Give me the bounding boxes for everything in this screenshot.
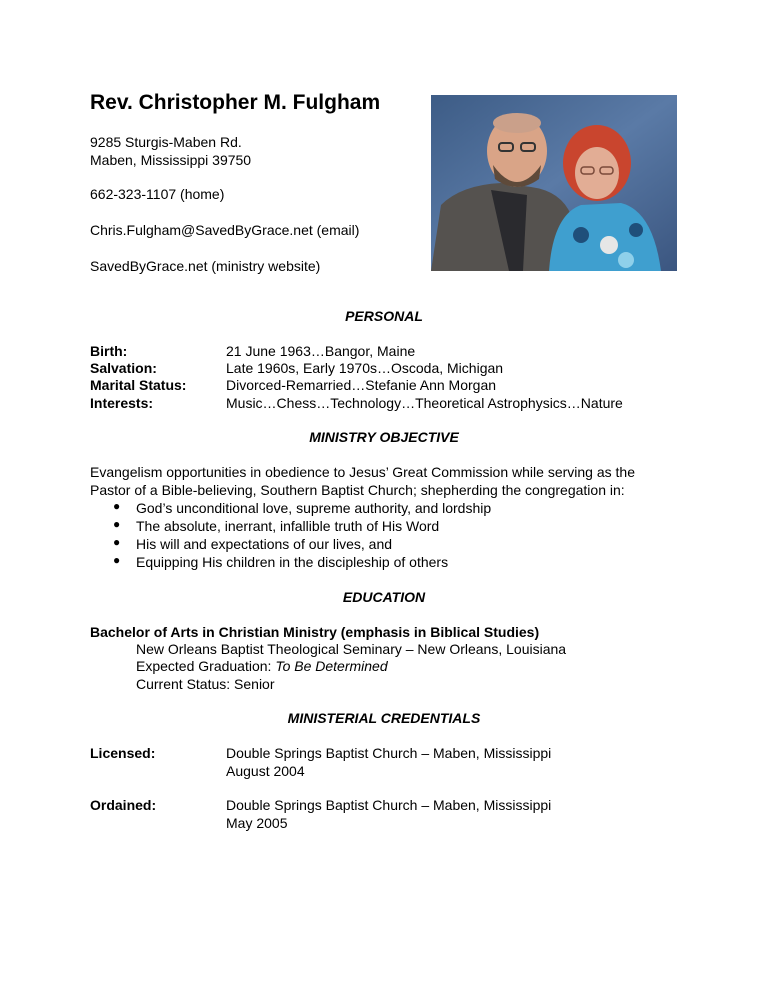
- graduation-label: Expected Graduation:: [136, 658, 276, 674]
- address-line-2: Maben, Mississippi 39750: [90, 152, 252, 168]
- education-status: Current Status: Senior: [136, 676, 275, 692]
- graduation-value: To Be Determined: [275, 658, 388, 674]
- education-degree: Bachelor of Arts in Christian Ministry (emphasis in Biblical Studies): [90, 624, 540, 640]
- portrait-photo: [431, 95, 677, 271]
- personal-label-salvation: Salvation:: [90, 360, 157, 376]
- credential-ordained-church: Double Springs Baptist Church – Maben, Mississippi: [226, 797, 552, 813]
- section-heading-ministry-objective: MINISTRY OBJECTIVE: [309, 429, 459, 445]
- personal-value-birth: 21 June 1963…Bangor, Maine: [226, 343, 416, 359]
- section-heading-education: EDUCATION: [342, 589, 426, 605]
- credential-label-ordained: Ordained:: [90, 797, 157, 813]
- bullet-icon: ●: [113, 499, 121, 513]
- objective-bullet-item: The absolute, inerrant, infallible truth of His Word: [136, 518, 440, 534]
- email-address: Chris.Fulgham@SavedByGrace.net (email): [90, 222, 360, 238]
- objective-bullet-item: Equipping His children in the discipleship of others: [136, 554, 449, 570]
- person-name: Rev. Christopher M. Fulgham: [90, 91, 381, 114]
- personal-value-interests: Music…Chess…Technology…Theoretical Astrophysics…Nature: [226, 395, 623, 411]
- section-heading-personal: PERSONAL: [345, 308, 423, 324]
- personal-value-marital-status: Divorced-Remarried…Stefanie Ann Morgan: [226, 377, 497, 393]
- credential-licensed-date: August 2004: [226, 763, 305, 779]
- objective-bullet-item: His will and expectations of our lives, and: [136, 536, 393, 552]
- education-school: New Orleans Baptist Theological Seminary – New Orleans, Louisiana: [136, 641, 567, 657]
- objective-bullet-item: God’s unconditional love, supreme authority, and lordship: [136, 500, 492, 516]
- personal-label-marital-status: Marital Status:: [90, 377, 187, 393]
- personal-label-birth: Birth:: [90, 343, 128, 359]
- bullet-icon: ●: [113, 517, 121, 531]
- bullet-icon: ●: [113, 553, 121, 567]
- objective-paragraph-line-1: Evangelism opportunities in obedience to Jesus’ Great Commission while serving as the: [90, 464, 635, 480]
- education-graduation: [136, 657, 388, 675]
- personal-label-interests: Interests:: [90, 395, 154, 411]
- credential-label-licensed: Licensed:: [90, 745, 156, 761]
- address-line-1: 9285 Sturgis-Maben Rd.: [90, 134, 242, 150]
- bullet-icon: ●: [113, 535, 121, 549]
- credential-licensed-church: Double Springs Baptist Church – Maben, Mississippi: [226, 745, 552, 761]
- objective-paragraph-line-2: Pastor of a Bible-believing, Southern Baptist Church; shepherding the congregation in:: [90, 482, 625, 498]
- phone-number: 662-323-1107 (home): [90, 186, 225, 202]
- personal-value-salvation: Late 1960s, Early 1970s…Oscoda, Michigan: [226, 360, 504, 376]
- section-heading-ministerial-credentials: MINISTERIAL CREDENTIALS: [287, 710, 481, 726]
- ministry-website: SavedByGrace.net (ministry website): [90, 258, 321, 274]
- credential-ordained-date: May 2005: [226, 815, 288, 831]
